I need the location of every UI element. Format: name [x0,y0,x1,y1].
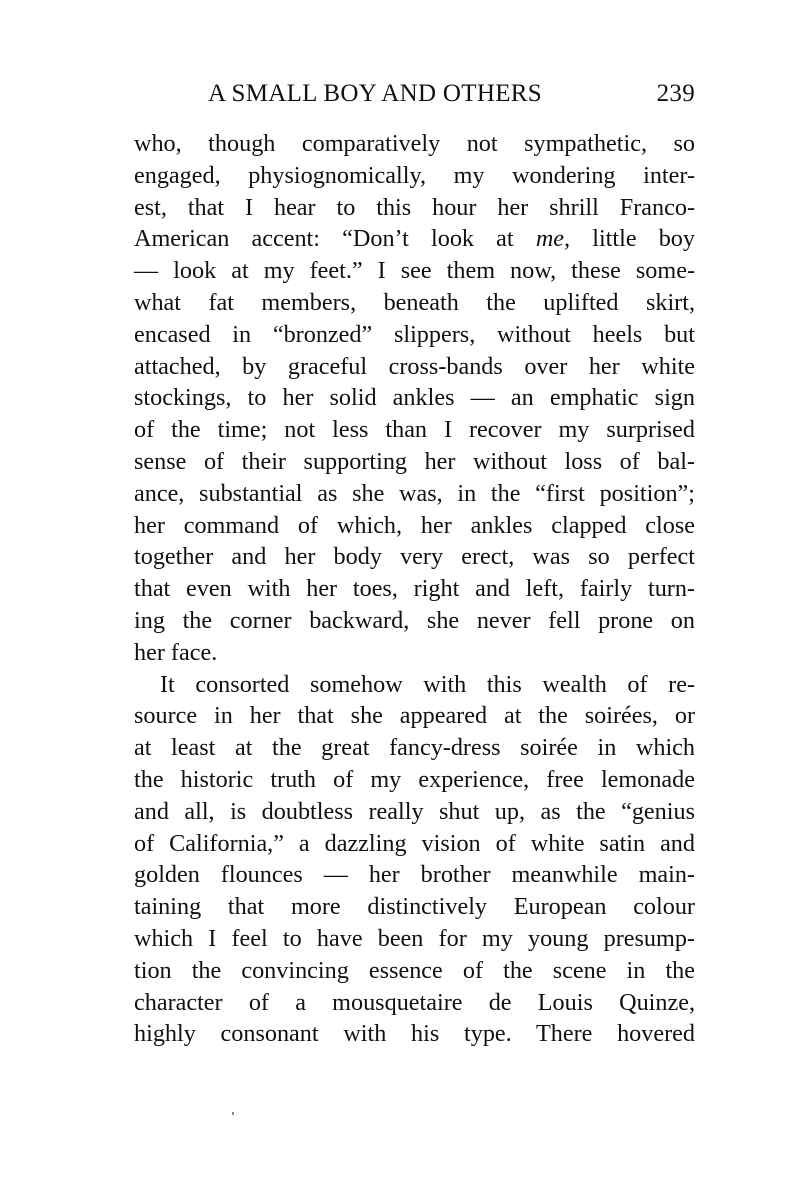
text-line: attached, by graceful cross-bands over her white [134,352,695,380]
text-line [134,223,695,255]
text-fragment: little boy [592,225,695,253]
text-line: that even with her toes, right and left, fairly turn- [134,575,695,603]
text-fragment: American accent: “Don’t look at [134,225,514,253]
scan-speck [232,1112,234,1115]
text-line: at least at the great fancy-dress soirée in which [134,734,695,762]
text-line: golden flounces — her brother meanwhile main- [134,861,695,889]
text-line: taining that more distinctively European colour [134,893,695,921]
text-line: who, though comparatively not sympathetic, so [134,130,695,157]
text-line: — look at my feet.” I see them now, these some- [134,257,695,285]
body-text [134,128,695,1050]
page-number: 239 [656,80,695,107]
text-line: character of a mousquetaire de Louis Quinze, [134,988,695,1016]
text-line: ance, substantial as she was, in the “first position”; [134,479,695,507]
text-line: stockings, to her solid ankles — an emphatic sign [134,384,695,412]
running-head [134,76,695,112]
text-line: encased in “bronzed” slippers, without heels but [134,320,695,348]
text-line: what fat members, beneath the uplifted skirt, [134,288,695,316]
text-line: It consorted somehow with this wealth of re- [160,670,695,698]
text-line: sense of their supporting her without loss of bal- [134,447,695,475]
running-title: A SMALL BOY AND OTHERS [208,80,542,107]
text-line: ing the corner backward, she never fell prone on [134,606,695,634]
text-line: est, that I hear to this hour her shrill Franco- [134,193,695,221]
text-line: the historic truth of my experience, free lemonade [134,765,695,793]
text-line: her command of which, her ankles clapped close [134,511,695,539]
text-line: of California,” a dazzling vision of white satin and [134,829,695,857]
text-line: together and her body very erect, was so perfect [134,543,695,571]
text-line: engaged, physiognomically, my wondering inter- [134,161,695,189]
text-line: and all, is doubtless really shut up, as the “genius [134,797,695,825]
text-line: source in her that she appeared at the soirées, or [134,702,695,730]
text-line: highly consonant with his type. There hovered [134,1020,695,1048]
text-line: her face. [134,638,218,666]
text-line: of the time; not less than I recover my surprised [134,416,695,444]
italic-word: me, [535,225,571,253]
text-line: tion the convincing essence of the scene in the [134,956,695,984]
text-line: which I feel to have been for my young presump- [134,924,695,952]
